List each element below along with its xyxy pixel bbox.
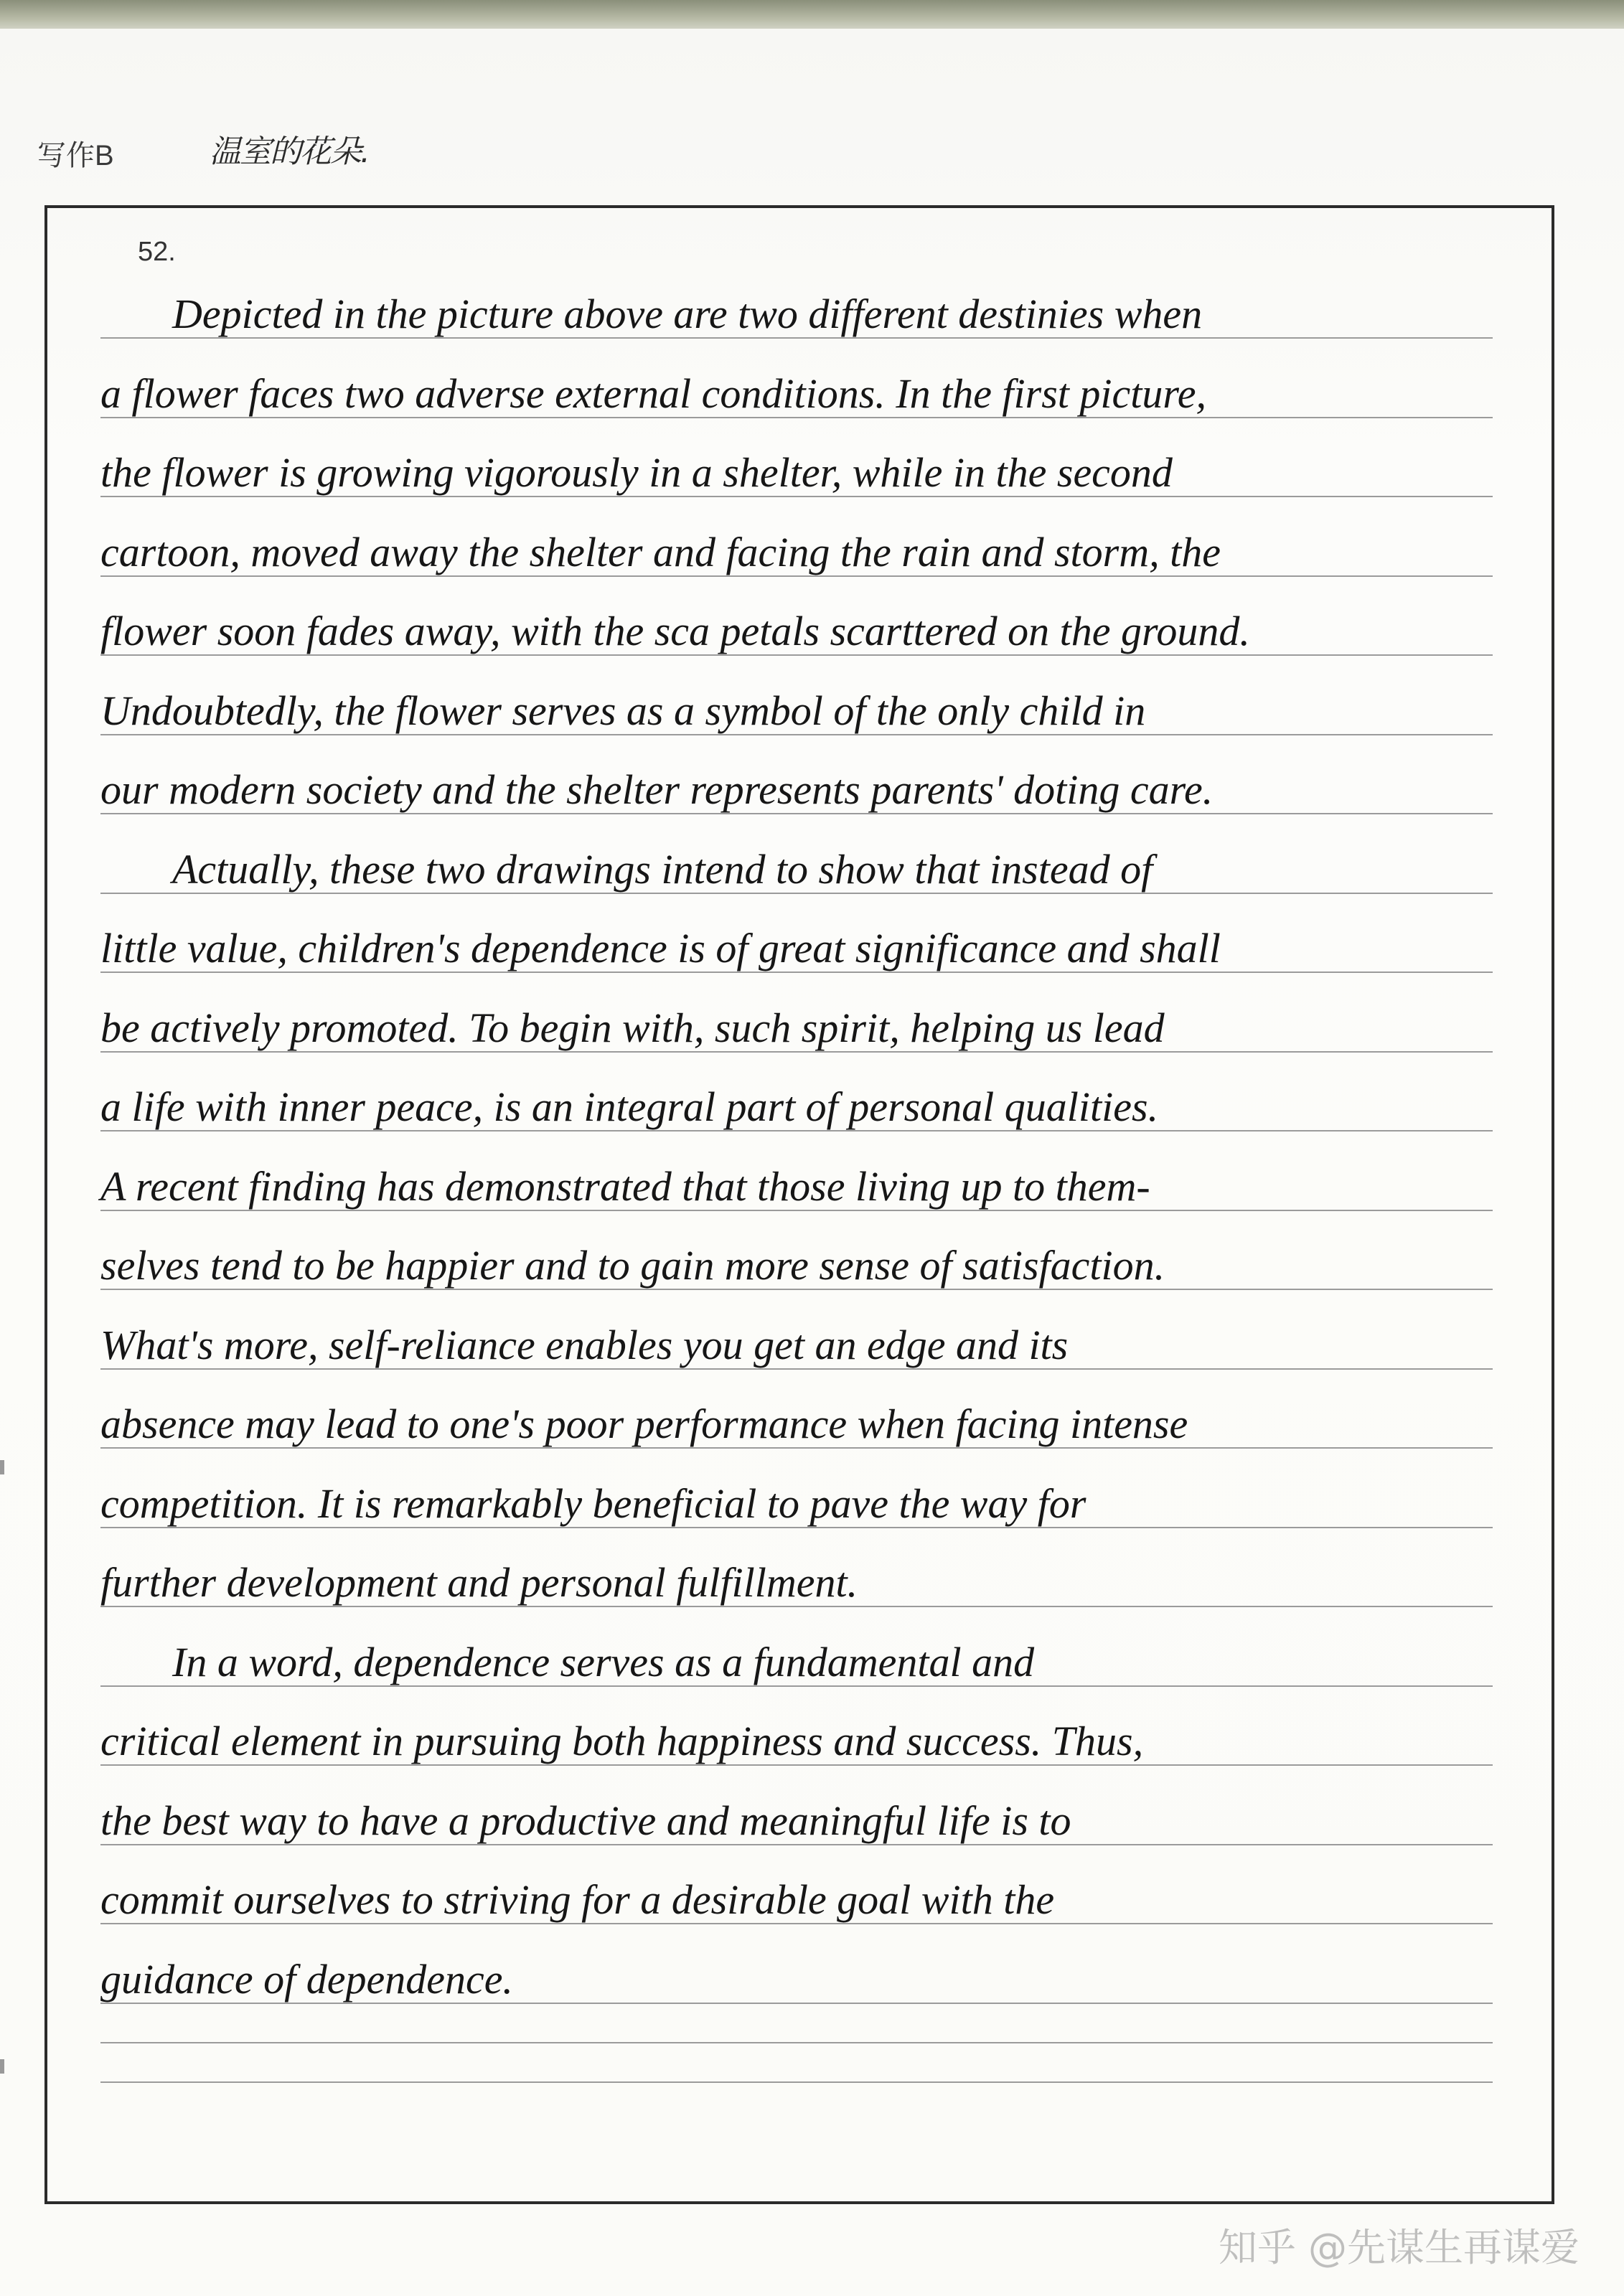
ruled-line — [100, 971, 1493, 973]
ruled-line — [100, 1923, 1493, 1924]
essay-line: Actually, these two drawings intend to show that instead of — [172, 846, 1153, 893]
essay-line: absence may lead to one's poor performance when facing intense — [100, 1401, 1188, 1447]
ruled-line — [100, 1289, 1493, 1290]
essay-line: be actively promoted. To begin with, such spirit, helping us lead — [100, 1004, 1165, 1051]
ruled-line — [100, 575, 1493, 577]
ruled-line — [100, 1844, 1493, 1845]
edge-mark — [0, 1460, 4, 1474]
essay-line: Undoubtedly, the flower serves as a symbol of the only child in — [100, 687, 1146, 734]
essay-line: a flower faces two adverse external conditions. In the first picture, — [100, 370, 1207, 417]
ruled-line — [100, 1368, 1493, 1370]
ruled-line — [100, 1685, 1493, 1687]
essay-line: critical element in pursuing both happiness and success. Thus, — [100, 1718, 1144, 1764]
ruled-line — [100, 893, 1493, 894]
essay-line: guidance of dependence. — [100, 1956, 513, 2003]
essay-line: In a word, dependence serves as a fundamental and — [172, 1639, 1035, 1685]
essay-line: What's more, self-reliance enables you get an edge and its — [100, 1322, 1069, 1368]
essay-line: the flower is growing vigorously in a shelter, while in the second — [100, 449, 1173, 496]
essay-line: cartoon, moved away the shelter and facing the rain and storm, the — [100, 529, 1221, 575]
essay-line: our modern society and the shelter represents parents' doting care. — [100, 766, 1214, 813]
ruled-line — [100, 734, 1493, 735]
ruled-line — [100, 1447, 1493, 1449]
ruled-line — [100, 417, 1493, 418]
ruled-line — [100, 1051, 1493, 1053]
ruled-line — [100, 2042, 1493, 2043]
essay-line: commit ourselves to striving for a desirable goal with the — [100, 1876, 1055, 1923]
ruled-line — [100, 496, 1493, 497]
essay-line: A recent finding has demonstrated that those living up to them- — [100, 1163, 1150, 1210]
section-label: 写作B — [37, 140, 114, 171]
ruled-line — [100, 1606, 1493, 1607]
watermark: 知乎 @先谋生再谋爱 — [1218, 2225, 1580, 2270]
essay-line: flower soon fades away, with the sca petals scarttered on the ground. — [100, 608, 1250, 654]
ruled-line — [100, 1764, 1493, 1766]
ruled-line — [100, 813, 1493, 814]
essay-line: the best way to have a productive and meaningful life is to — [100, 1797, 1071, 1844]
ruled-line — [100, 1527, 1493, 1528]
essay-line: competition. It is remarkably beneficial to pave the way for — [100, 1480, 1086, 1527]
ruled-line — [100, 2081, 1493, 2083]
ruled-line — [100, 337, 1493, 339]
essay-line: selves tend to be happier and to gain more sense of satisfaction. — [100, 1242, 1165, 1289]
essay-line: a life with inner peace, is an integral part of personal qualities. — [100, 1083, 1159, 1130]
essay-line: further development and personal fulfillment. — [100, 1559, 858, 1606]
ruled-line — [100, 654, 1493, 656]
ruled-line — [100, 1210, 1493, 1211]
ruled-line — [100, 2003, 1493, 2004]
essay-line: little value, children's dependence is of great significance and shall — [100, 925, 1221, 971]
essay-line: Depicted in the picture above are two different destinies when — [172, 291, 1203, 337]
handwritten-title: 温室的花朵. — [210, 133, 369, 170]
ruled-line — [100, 1130, 1493, 1131]
question-number: 52. — [138, 237, 176, 267]
edge-mark — [0, 2059, 4, 2074]
